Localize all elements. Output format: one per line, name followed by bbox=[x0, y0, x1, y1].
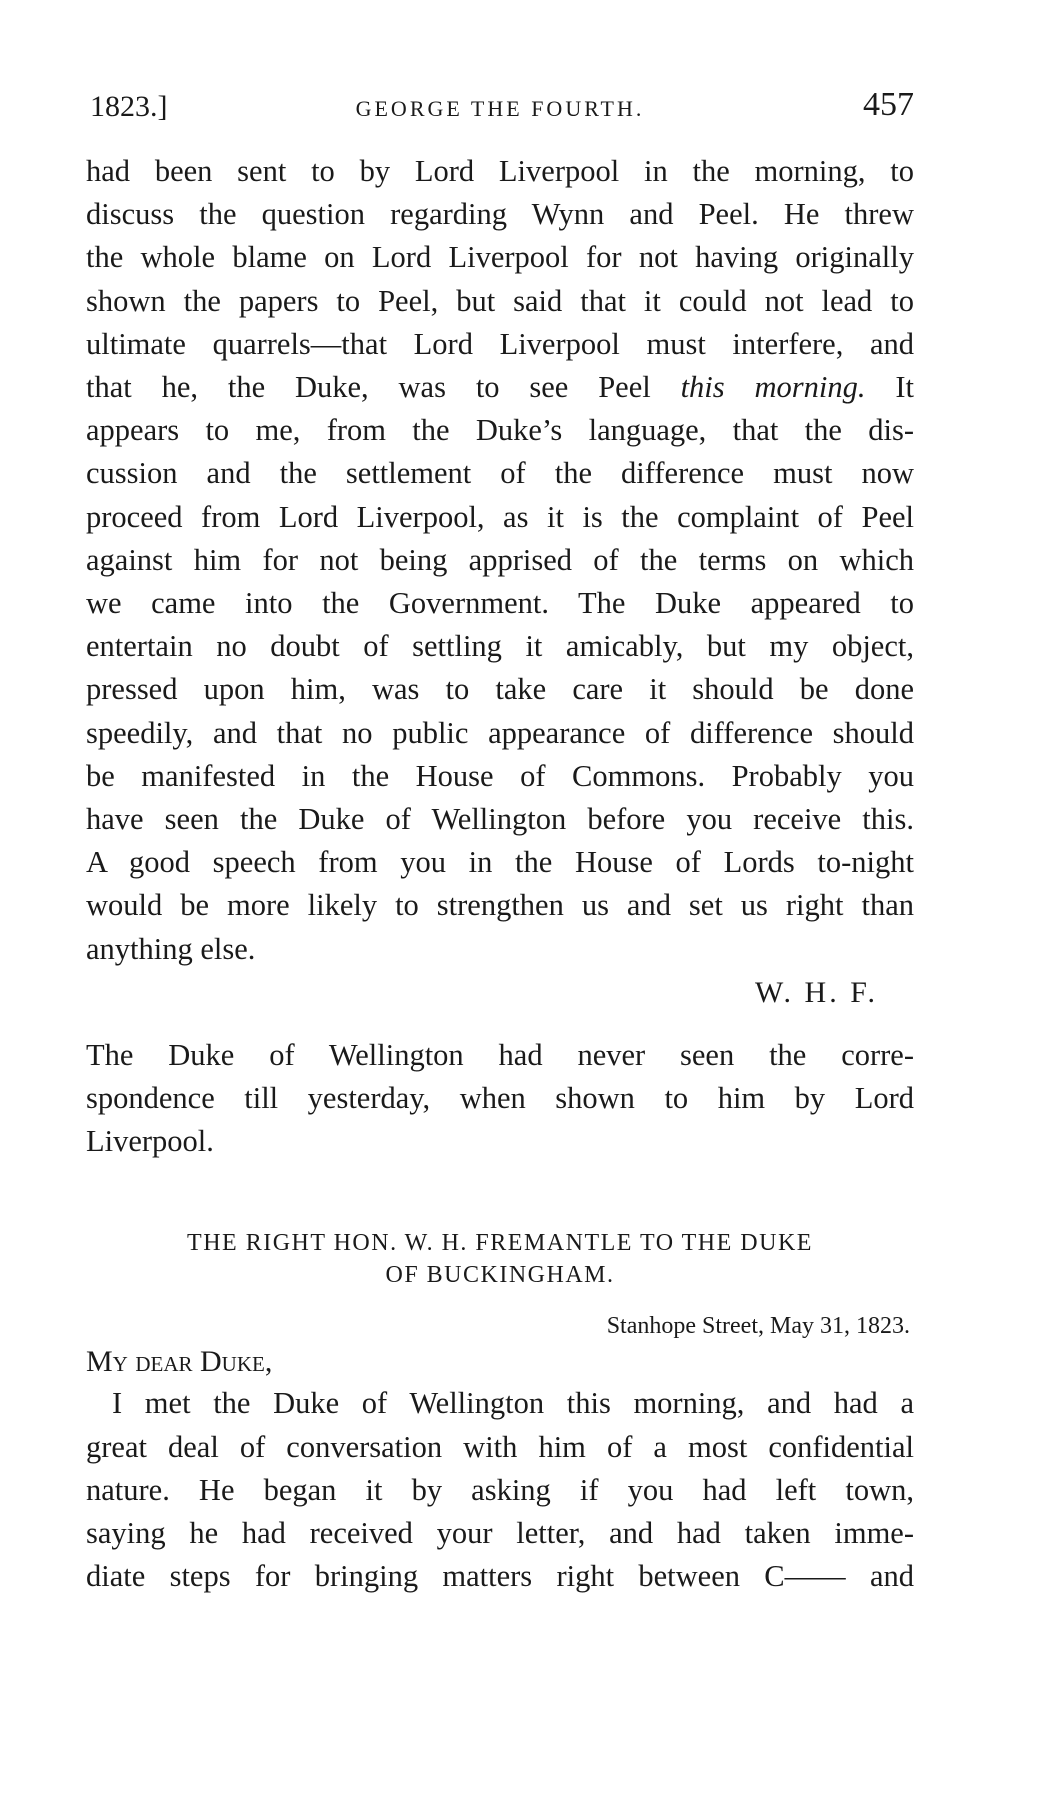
text-line: A good speech from you in the House of Lords to-night bbox=[86, 845, 914, 880]
page-number: 457 bbox=[863, 86, 914, 123]
text-line: saying he had received your letter, and had taken imme- bbox=[86, 1516, 914, 1551]
book-page bbox=[86, 84, 914, 1598]
text-segment: It bbox=[865, 370, 914, 405]
text-line: we came into the Government. The Duke appeared to bbox=[86, 586, 914, 621]
text-line-with-italic bbox=[86, 366, 914, 409]
text-line: entertain no doubt of settling it amicably, but my object, bbox=[86, 629, 914, 664]
text-line: the whole blame on Lord Liverpool for not having originally bbox=[86, 240, 914, 275]
text-line: be manifested in the House of Commons. Probably you bbox=[86, 758, 914, 793]
postscript bbox=[86, 1034, 914, 1164]
text-line: proceed from Lord Liverpool, as it is the complaint of Peel bbox=[86, 499, 914, 534]
text-line: pressed upon him, was to take care it should be done bbox=[86, 672, 914, 707]
heading-line: OF BUCKINGHAM. bbox=[385, 1262, 615, 1289]
text-line: against him for not being apprised of the terms on which bbox=[86, 542, 914, 577]
text-line: great deal of conversation with him of a most confidential bbox=[86, 1429, 914, 1464]
text-line: Liverpool. bbox=[86, 1124, 214, 1159]
letter1-body bbox=[86, 150, 914, 971]
text-line: I met the Duke of Wellington this morning, and had a bbox=[112, 1386, 914, 1421]
text-line: diate steps for bringing matters right between C—— and bbox=[86, 1559, 914, 1594]
letter-heading bbox=[86, 1227, 914, 1291]
italic-phrase: this morning. bbox=[680, 370, 866, 405]
text-line: speedily, and that no public appearance of difference should bbox=[86, 715, 914, 750]
text-line: had been sent to by Lord Liverpool in the morning, to bbox=[86, 154, 914, 188]
dateline: Stanhope Street, May 31, 1823. bbox=[606, 1313, 910, 1340]
text-line: nature. He began it by asking if you had left town, bbox=[86, 1472, 914, 1507]
salutation: My dear Duke, bbox=[86, 1345, 273, 1379]
running-head-year: 1823.] bbox=[90, 90, 168, 123]
text-segment: that he, the Duke, was to see Peel bbox=[86, 370, 681, 405]
text-line: cussion and the settlement of the difference must now bbox=[86, 456, 914, 491]
running-head-title: GEORGE THE FOURTH. bbox=[355, 96, 645, 121]
text-line: shown the papers to Peel, but said that it could not lead to bbox=[86, 283, 914, 318]
running-head bbox=[86, 84, 914, 128]
text-line: have seen the Duke of Wellington before you receive this. bbox=[86, 802, 914, 837]
signature: W. H. F. bbox=[754, 975, 878, 1009]
text-line: The Duke of Wellington had never seen the corre- bbox=[86, 1037, 914, 1072]
heading-line: THE RIGHT HON. W. H. FREMANTLE TO THE DUKE bbox=[187, 1230, 813, 1257]
text-line: ultimate quarrels—that Lord Liverpool must interfere, and bbox=[86, 326, 914, 361]
text-line: would be more likely to strengthen us and set us right than bbox=[86, 888, 914, 923]
text-line: discuss the question regarding Wynn and Peel. He threw bbox=[86, 197, 914, 232]
text-line: anything else. bbox=[86, 931, 256, 966]
text-line: spondence till yesterday, when shown to him by Lord bbox=[86, 1081, 914, 1116]
letter2-body bbox=[86, 1382, 914, 1598]
text-line: appears to me, from the Duke’s language, that the dis- bbox=[86, 413, 914, 448]
